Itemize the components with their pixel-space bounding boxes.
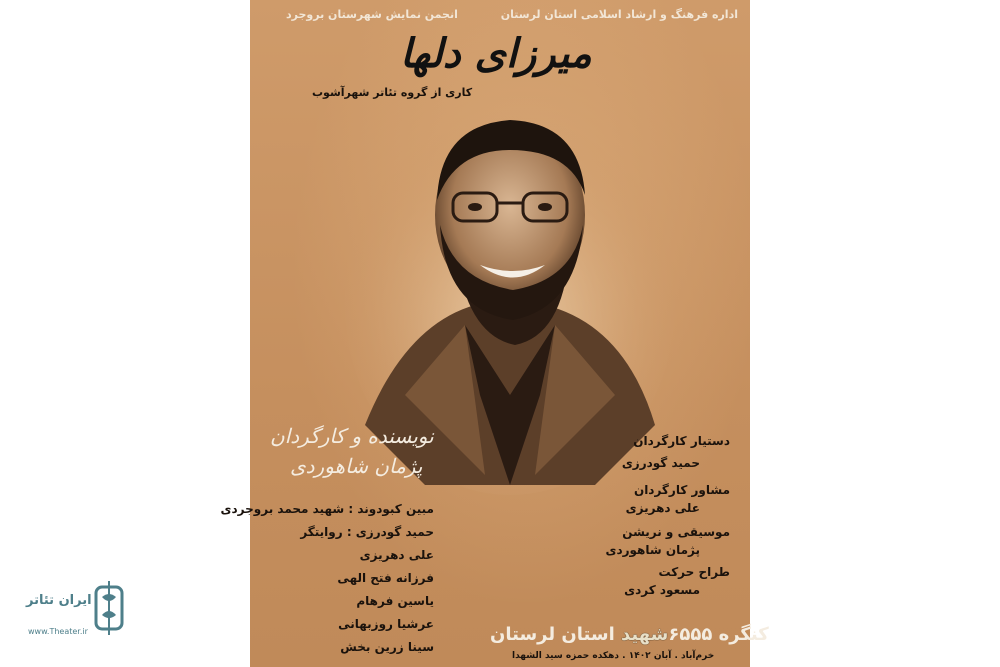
congress-suffix: استان لرستان [490,624,615,645]
director-name: پژمان شاهوردی [290,454,423,478]
header-organization: اداره فرهنگ و ارشاد اسلامی استان لرستان [500,8,738,21]
congress-number: ۶۵۵۵ [668,624,713,645]
crew-name: پژمان شاهوردی [605,543,700,557]
cast-member: حمید گودرزی : روایتگر [300,525,434,539]
cast-member: عرشیا روزبهانی [338,617,434,631]
crew-name: علی دهریزی [625,501,700,515]
event-footer: خرم‌آباد . آبان ۱۴۰۲ . دهکده حمزه سید الشهدا [512,651,715,661]
play-title: میرزای دلها [400,30,592,77]
play-subtitle: کاری از گروه تئاتر شهرآشوب [312,86,473,99]
header-association: انجمن نمایش شهرستان بروجرد [286,8,458,21]
director-label: نویسنده و کارگردان [270,424,434,448]
cast-member: یاسین فرهام [356,594,434,608]
cast-member: مبین کبودوند : شهید محمد بروجردی [220,502,434,516]
crew-role: دستیار کارگردان [633,434,730,448]
congress-highlight: شهید [621,624,669,645]
poster [220,0,769,667]
congress-banner [490,624,769,645]
logo-name: ایران تئاتر [26,593,92,608]
cast-member: فرزانه فتح الهی [337,571,434,585]
cast-member: سینا زرین بخش [340,640,434,654]
logo-url: www.Theater.ir [28,627,88,636]
crew-name: مسعود کردی [624,583,700,597]
crew-role: طراح حرکت [658,565,730,579]
congress-prefix: کنگره [718,624,769,645]
iran-theater-logo [22,575,142,645]
cast-member: علی دهریزی [359,548,434,562]
crew-role: موسیقی و نریشن [622,525,730,539]
crew-name: حمید گودرزی [621,456,700,470]
crew-role: مشاور کارگردان [633,483,730,497]
